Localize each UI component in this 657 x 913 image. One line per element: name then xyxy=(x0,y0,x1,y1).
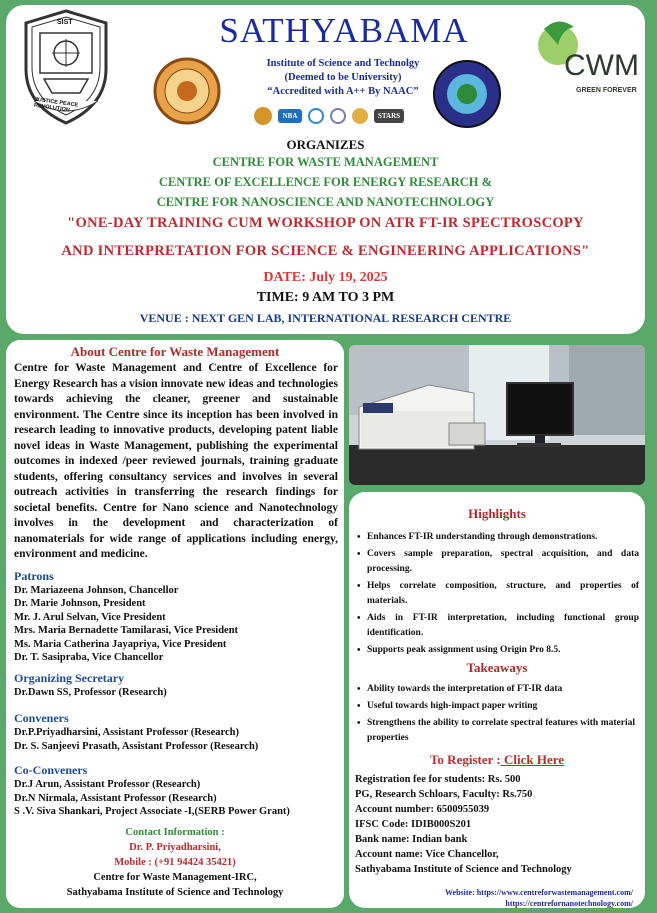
stars-logo: STARS xyxy=(374,109,404,123)
coconveners-title: Co-Conveners xyxy=(14,763,88,777)
cwm-green-logo xyxy=(534,9,638,99)
highlight-item: • Supports peak assignment using Origin Pro 8.5. xyxy=(353,643,639,658)
fee-details xyxy=(349,772,645,877)
takeaway-item: • Useful towards high-impact paper writing xyxy=(353,699,635,714)
coconvener-item: Dr.J Arun, Assistant Professor (Research) xyxy=(14,779,201,790)
fee-line: Registration fee for students: Rs. 500 xyxy=(355,774,521,785)
contact-mobile: Mobile : (+91 94424 35421) xyxy=(114,856,236,868)
accreditation-icon xyxy=(330,108,346,124)
fee-line: Account number: 6500955039 xyxy=(355,804,490,815)
about-body: Centre for Waste Management and Centre of Excellence for Energy Research has a vision innovate new ideas and technologies towards achieving the cleaner, greener and sustainable environment. The Centre since its inception has been involved in research leading to innovative products, developing patent liable novel ideas in Waste Management, publishing the experimental outcomes in indexed /peer reviewed journals, training graduate students, offering consultancy services and involves in several outreach activities in transferring the research findings for societal benefits. Centre for Nano science and Nanotechnology involves in the development and characterization of nanomaterials for wide range of applications including energy, environment and medicine. xyxy=(14,362,338,560)
cwm-logo-tagline: GREEN FOREVER xyxy=(576,87,637,94)
accreditation-icon xyxy=(352,108,368,124)
contact-title: Contact Information : xyxy=(125,826,225,838)
cwm-logo-text: CWM xyxy=(564,49,639,82)
institution-subtitle xyxy=(228,57,458,99)
website-links xyxy=(349,887,645,909)
patron-item: Dr. Marie Johnson, President xyxy=(14,598,146,609)
header-panel xyxy=(6,5,645,334)
organizer-line: CENTRE OF EXCELLENCE FOR ENERGY RESEARCH & xyxy=(158,175,493,189)
organizer-line: CENTRE FOR NANOSCIENCE AND NANOTECHNOLOGY xyxy=(156,195,495,209)
contact-block xyxy=(6,825,344,900)
aplus-logo xyxy=(254,107,272,125)
highlight-item: • Helps correlate composition, structure, and properties of materials. xyxy=(353,579,639,609)
convener-item: Dr. S. Sanjeevi Prasath, Assistant Professor (Research) xyxy=(14,740,259,752)
about-title: About Centre for Waste Management xyxy=(70,344,280,359)
organizer-line: CENTRE FOR WASTE MANAGEMENT xyxy=(212,155,439,169)
highlight-item: • Enhances FT-IR understanding through demonstrations. xyxy=(353,530,639,545)
takeaways-title: Takeaways xyxy=(466,660,528,675)
event-date: DATE: July 19, 2025 xyxy=(263,270,388,285)
patron-item: Ms. Maria Catherina Jayapriya, Vice President xyxy=(14,638,227,650)
contact-org: Sathyabama Institute of Science and Technology xyxy=(66,886,284,898)
event-title-line: "ONE-DAY TRAINING CUM WORKSHOP ON ATR FT-IR SPECTROSCOPY xyxy=(67,215,584,231)
about-panel xyxy=(6,340,344,908)
highlight-item: • Aids in FT-IR interpretation, including functional group identification. xyxy=(353,611,639,641)
sist-motto: JUSTICE PEACE REVOLUTION xyxy=(33,96,79,114)
cwm-seal-logo xyxy=(153,57,221,125)
website-link[interactable]: Website: https://www.centreforwastemanagement.com/ xyxy=(444,888,633,897)
patrons-title: Patrons xyxy=(14,568,54,583)
organizes-label: ORGANIZES xyxy=(286,137,365,152)
fee-line: Account name: Vice Chancellor, xyxy=(355,849,499,860)
sist-logo-label: SIST xyxy=(57,19,73,26)
fee-line: PG, Research Schloars, Faculty: Rs.750 xyxy=(355,789,533,800)
institution-title: SATHYABAMA xyxy=(219,11,469,50)
highlights-list xyxy=(349,522,645,658)
conveners-title: Conveners xyxy=(14,711,69,725)
contact-org: Centre for Waste Management-IRC, xyxy=(93,871,257,883)
event-venue: VENUE : NEXT GEN LAB, INTERNATIONAL RESEARCH CENTRE xyxy=(139,311,512,325)
takeaway-item: • Strengthens the ability to correlate spectral features with material properties xyxy=(353,716,635,746)
sist-logo xyxy=(20,9,112,127)
event-title-line: AND INTERPRETATION FOR SCIENCE & ENGINEERING APPLICATIONS" xyxy=(61,243,590,259)
fee-line: IFSC Code: IDIB000S201 xyxy=(355,819,472,830)
coconvener-item: Dr.N Nirmala, Assistant Professor (Research) xyxy=(14,792,217,804)
convener-item: Dr.P.Priyadharsini, Assistant Professor (Research) xyxy=(14,727,239,738)
fee-line: Bank name: Indian bank xyxy=(355,834,468,845)
patron-item: Mrs. Maria Bernadette Tamilarasi, Vice President xyxy=(14,625,239,636)
secretary-item: Dr.Dawn SS, Professor (Research) xyxy=(14,686,167,698)
coconvener-item: S .V. Siva Shankari, Project Associate -I,(SERB Power Grant) xyxy=(14,806,290,817)
patron-item: Dr. T. Sasipraba, Vice Chancellor xyxy=(14,652,164,663)
subtitle-line: (Deemed to be University) xyxy=(284,72,402,83)
register-link[interactable]: Click Here xyxy=(500,752,565,767)
patron-item: Dr. Mariazeena Johnson, Chancellor xyxy=(14,584,179,596)
contact-name: Dr. P. Priyadharsini, xyxy=(129,841,221,853)
accreditation-logos xyxy=(254,106,424,126)
event-time: TIME: 9 AM TO 3 PM xyxy=(256,290,395,305)
energy-centre-seal-logo xyxy=(432,59,502,129)
highlights-panel xyxy=(349,492,645,908)
register-label: To Register : xyxy=(429,752,501,767)
nba-logo: NBA xyxy=(278,109,302,123)
register-line xyxy=(349,752,645,768)
highlight-item: • Covers sample preparation, spectral acquisition, and data processing. xyxy=(353,547,639,577)
highlights-title: Highlights xyxy=(468,506,526,521)
takeaways-list xyxy=(349,676,645,746)
ftir-instrument-photo xyxy=(349,345,645,485)
takeaway-item: • Ability towards the interpretation of FT-IR data xyxy=(353,682,635,697)
website-link[interactable]: https://centrefornanotechnology.com/ xyxy=(505,899,633,908)
fee-line: Sathyabama Institute of Science and Technology xyxy=(355,864,572,875)
secretary-title: Organizing Secretary xyxy=(14,670,125,685)
accreditation-icon xyxy=(308,108,324,124)
subtitle-line: Institute of Science and Technolgy xyxy=(266,58,420,69)
subtitle-line: “Accredited with A++ By NAAC” xyxy=(267,86,419,97)
patron-item: Mr. J. Arul Selvan, Vice President xyxy=(14,611,166,623)
